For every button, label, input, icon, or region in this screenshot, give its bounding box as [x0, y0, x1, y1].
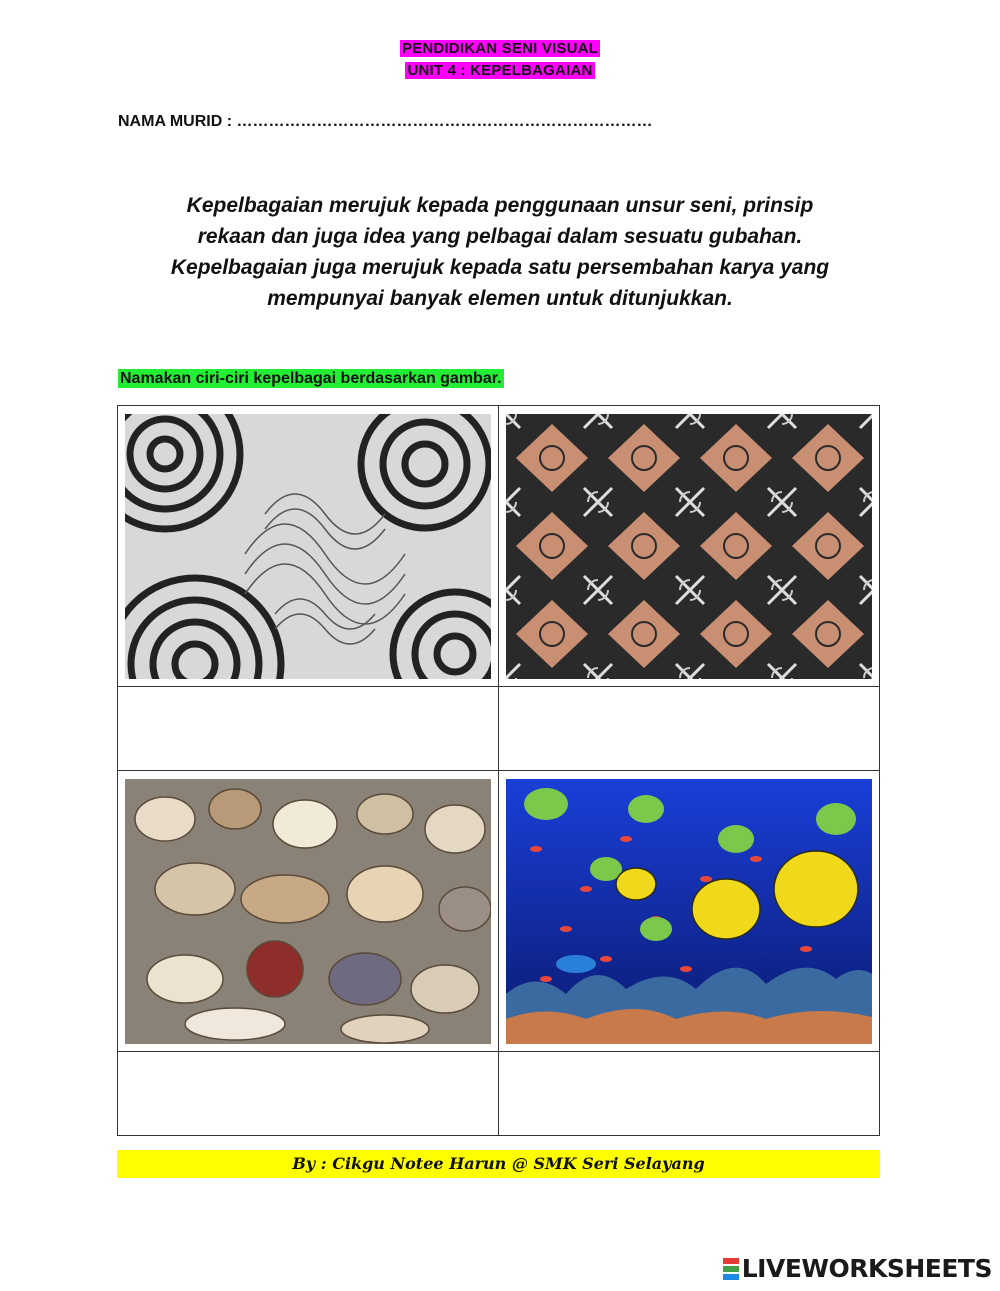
- instruction-text: Namakan ciri-ciri kepelbagai berdasarkan gambar.: [120, 370, 502, 387]
- image-cell: [118, 771, 499, 1052]
- zentangle-pattern-image: [125, 414, 491, 679]
- coral-reef-fish-image: [506, 779, 872, 1044]
- image-cell: [499, 771, 880, 1052]
- brand-text: LIVEWORKSHEETS: [741, 1254, 992, 1283]
- liveworksheets-icon: [723, 1257, 739, 1281]
- author-credit: By : Cikgu Notee Harun @ SMK Seri Selayang: [117, 1150, 880, 1178]
- intro-line: Kepelbagaian juga merujuk kepada satu persembahan karya yang: [170, 256, 830, 279]
- answer-cell-2[interactable]: [499, 687, 880, 771]
- intro-line: mempunyai banyak elemen untuk ditunjukkan.: [267, 287, 733, 310]
- student-name-label: NAMA MURID : ……………………………………………………………………: [118, 113, 653, 130]
- image-cell: [499, 406, 880, 687]
- answer-cell-3[interactable]: [118, 1052, 499, 1136]
- seashells-image: [125, 779, 491, 1044]
- answer-cell-1[interactable]: [118, 687, 499, 771]
- worksheet-table: [117, 405, 880, 1136]
- title-line-1: PENDIDIKAN SENI VISUAL: [401, 40, 599, 57]
- image-cell: [118, 406, 499, 687]
- intro-line: Kepelbagaian merujuk kepada penggunaan unsur seni, prinsip: [186, 194, 814, 217]
- answer-cell-4[interactable]: [499, 1052, 880, 1136]
- title-line-2: UNIT 4 : KEPELBAGAIAN: [407, 62, 593, 79]
- instruction: [118, 370, 504, 388]
- intro-paragraph: [110, 190, 890, 314]
- tile-pattern-image: [506, 414, 872, 679]
- liveworksheets-logo: [723, 1254, 992, 1283]
- intro-line: rekaan dan juga idea yang pelbagai dalam sesuatu gubahan.: [197, 225, 803, 248]
